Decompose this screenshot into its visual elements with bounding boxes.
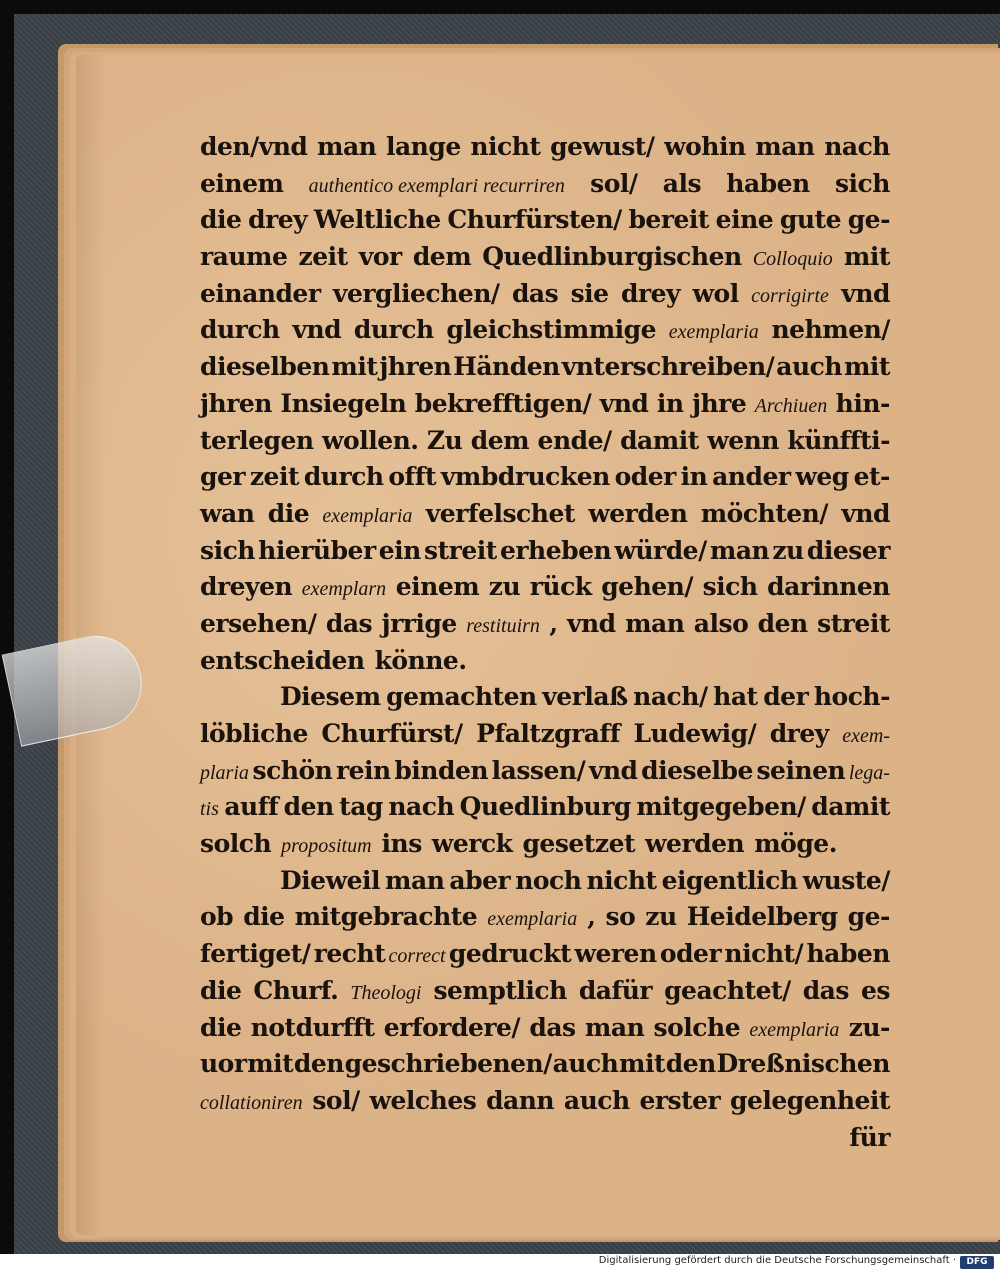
word: so xyxy=(605,902,636,932)
word: in xyxy=(656,388,684,418)
word: mit xyxy=(331,352,378,382)
word: mit xyxy=(843,242,890,272)
word: als xyxy=(662,168,702,198)
word: auch xyxy=(563,1085,630,1115)
word: künffti- xyxy=(787,425,890,455)
word: sol/ xyxy=(590,168,638,198)
word: seinen xyxy=(756,755,846,785)
word: erheben xyxy=(499,535,612,565)
word: die xyxy=(267,498,310,528)
latin-word: exem- xyxy=(842,725,890,747)
word: wol xyxy=(692,278,739,308)
latin-word: Colloquio xyxy=(752,248,833,271)
word: auff xyxy=(224,792,279,822)
text-line xyxy=(200,829,890,866)
latin-word: plaria xyxy=(200,761,249,784)
word: nicht xyxy=(470,132,541,161)
text-line xyxy=(200,1013,890,1050)
text-line xyxy=(200,572,890,609)
text-line xyxy=(200,352,890,389)
word: dann xyxy=(486,1085,555,1115)
word: , xyxy=(549,608,558,638)
word: vnd xyxy=(588,755,638,785)
word: ger xyxy=(200,462,246,492)
text-line xyxy=(200,1123,890,1160)
word: damit xyxy=(620,425,699,455)
word: werck xyxy=(431,829,513,859)
text-line xyxy=(200,682,890,719)
word: jhren xyxy=(379,352,452,382)
word: terlegen xyxy=(200,425,314,455)
word: hierüber xyxy=(258,535,376,565)
word: einander xyxy=(200,278,321,308)
word: durch xyxy=(200,315,280,345)
latin-word: restituirn xyxy=(466,614,540,637)
word: wan xyxy=(200,498,255,528)
latin-word: propositum xyxy=(281,835,372,858)
word: gemachten xyxy=(386,682,537,712)
text-line xyxy=(200,389,890,426)
word: lassen/ xyxy=(491,755,586,785)
text-line xyxy=(200,939,890,976)
word: zeit xyxy=(249,462,300,492)
word: das xyxy=(529,1012,576,1042)
word: die xyxy=(200,975,242,1005)
word: rück xyxy=(529,572,592,602)
word: darinnen xyxy=(767,572,890,602)
latin-word: tis xyxy=(200,798,219,821)
word: ander xyxy=(712,462,791,492)
word: gesetzet xyxy=(522,829,636,859)
word: den xyxy=(283,792,334,822)
word: zu xyxy=(772,535,804,565)
word: weren xyxy=(574,939,657,969)
latin-word: Archiuen xyxy=(754,394,828,417)
word: Weltliche xyxy=(313,205,441,235)
word: noch xyxy=(515,865,582,895)
word: schön xyxy=(252,755,333,785)
text-line xyxy=(200,866,890,903)
text-line xyxy=(200,426,890,463)
word: einem xyxy=(200,168,284,198)
word: durch xyxy=(353,315,434,345)
word: nehmen/ xyxy=(771,315,890,345)
word: haben xyxy=(726,168,810,198)
word: Insiegeln xyxy=(280,388,407,418)
word: hoch- xyxy=(813,682,890,712)
word: Zu xyxy=(426,425,463,455)
text-line xyxy=(200,499,890,536)
word: Quedlinburg xyxy=(459,792,631,822)
word: man xyxy=(317,132,377,161)
word: vnd xyxy=(566,608,616,638)
word: wuste/ xyxy=(802,865,890,895)
word: den xyxy=(665,1049,716,1079)
text-line xyxy=(200,976,890,1013)
word: dreyen xyxy=(200,572,293,602)
text-line xyxy=(200,536,890,573)
word: dafür xyxy=(578,975,653,1005)
word: eine xyxy=(715,205,774,235)
word: möchten/ xyxy=(700,498,828,528)
text-line xyxy=(200,902,890,939)
word: streit xyxy=(424,535,497,565)
latin-word: exemplaria xyxy=(322,504,413,527)
latin-word: exemplaria xyxy=(668,321,759,344)
word: gelegenheit xyxy=(729,1085,890,1115)
word: das xyxy=(802,975,849,1005)
word: dem xyxy=(470,425,530,455)
word: die xyxy=(200,205,242,235)
word: sie xyxy=(570,278,609,308)
word: zu xyxy=(645,902,677,932)
word: es xyxy=(860,975,890,1005)
word: man xyxy=(709,535,770,565)
word: welches xyxy=(369,1085,477,1115)
text-line xyxy=(200,646,890,683)
word: wenn xyxy=(707,425,779,455)
word: könne. xyxy=(374,645,467,675)
word: Dieweil xyxy=(280,865,381,895)
word: vnd xyxy=(841,278,890,308)
latin-word: exemplarn xyxy=(301,578,387,601)
latin-word: exemplaria xyxy=(487,908,578,931)
word: ge- xyxy=(847,205,890,235)
word: Diesem xyxy=(280,682,381,712)
word: zeit xyxy=(298,242,348,272)
word: fertiget/ xyxy=(200,939,311,969)
word: mitgegeben/ xyxy=(636,792,806,822)
word: werden xyxy=(645,829,745,859)
word: in xyxy=(680,462,708,492)
word: zu- xyxy=(848,1012,890,1042)
word: sich xyxy=(834,168,890,198)
word: den/vnd xyxy=(200,132,308,161)
word: den xyxy=(293,1049,344,1079)
word: semptlich xyxy=(433,975,567,1005)
word: hin- xyxy=(835,388,890,418)
word: zu xyxy=(488,572,521,602)
word: drey xyxy=(621,278,681,308)
word: man xyxy=(584,1012,645,1042)
word: für xyxy=(849,1122,890,1152)
word: nach xyxy=(388,792,455,822)
text-line xyxy=(200,756,890,793)
text-line xyxy=(200,279,890,316)
word: Heidelberg xyxy=(686,902,838,932)
word: streit xyxy=(817,608,890,638)
text-line xyxy=(200,132,890,169)
word: Ludewig/ xyxy=(633,719,757,748)
word: würde/ xyxy=(614,535,707,565)
word: dieselbe xyxy=(641,755,753,785)
word: ende/ xyxy=(537,425,612,455)
word: jhren xyxy=(200,388,272,418)
text-line xyxy=(200,792,890,829)
word: die xyxy=(200,1012,242,1042)
word: sich xyxy=(702,572,758,602)
word: eigentlich xyxy=(661,865,798,895)
word: solche xyxy=(653,1012,741,1042)
word: ob xyxy=(200,902,234,932)
word: gute xyxy=(779,205,841,235)
word: sol/ xyxy=(312,1085,360,1115)
word: Quedlinburgischen xyxy=(482,242,742,272)
word: bekrefftigen/ xyxy=(414,388,592,418)
word: entscheiden xyxy=(200,645,365,675)
word: löbliche xyxy=(200,719,308,748)
word: man xyxy=(385,865,445,895)
latin-word: Theologi xyxy=(350,981,422,1004)
word: verfelschet xyxy=(425,498,575,528)
latin-word: exemplaria xyxy=(749,1018,840,1041)
word: binden xyxy=(394,755,489,785)
word: ein xyxy=(378,535,421,565)
word: auch xyxy=(552,1049,619,1079)
word: rein xyxy=(335,755,391,785)
word: nicht xyxy=(586,865,657,895)
word: wohin xyxy=(664,132,746,161)
word: gedruckt xyxy=(448,939,572,969)
word: dieser xyxy=(806,535,890,565)
footer-credit: Digitalisierung gefördert durch die Deutsche Forschungsgemeinschaft · xyxy=(598,1255,956,1266)
word: hat xyxy=(713,682,758,712)
word: vnterschreiben/ xyxy=(561,352,775,382)
word: bereit xyxy=(628,205,709,235)
word: das xyxy=(325,608,373,638)
text-line xyxy=(200,462,890,499)
word: die xyxy=(243,902,285,932)
word: Händen xyxy=(453,352,560,382)
text-line xyxy=(200,205,890,242)
word: solch xyxy=(200,829,272,859)
latin-word: lega- xyxy=(848,761,890,784)
word: drey xyxy=(248,205,308,235)
word: nach/ xyxy=(633,682,708,712)
word: raume xyxy=(200,242,288,272)
word: erfordere/ xyxy=(383,1012,521,1042)
word: einem xyxy=(395,572,480,602)
word: Dreßnischen xyxy=(716,1049,890,1079)
word: also xyxy=(693,608,749,638)
word: den xyxy=(757,608,808,638)
word: mit xyxy=(247,1049,294,1079)
text-line xyxy=(200,169,890,206)
latin-word: authentico exemplari recurriren xyxy=(308,174,565,197)
text-line xyxy=(200,719,890,756)
word: drey xyxy=(769,719,829,748)
text-line xyxy=(200,315,890,352)
word: oder xyxy=(614,462,676,492)
latin-word: collationiren xyxy=(200,1091,303,1114)
word: verlaß xyxy=(542,682,628,712)
word: vor xyxy=(358,242,402,272)
footer xyxy=(0,1254,1000,1272)
word: möge. xyxy=(754,829,837,859)
word: oder xyxy=(659,939,722,969)
word: nicht/ xyxy=(724,939,804,969)
page-text xyxy=(200,132,890,1159)
word: geschriebenen/ xyxy=(344,1049,552,1079)
word: Churf. xyxy=(253,975,339,1005)
word: dieselben xyxy=(200,352,330,382)
text-line xyxy=(200,1086,890,1123)
word: tag xyxy=(339,792,383,822)
word: uor xyxy=(200,1049,247,1079)
word: man xyxy=(625,608,685,638)
word: et- xyxy=(853,462,890,492)
word: ge- xyxy=(847,902,890,932)
latin-word: corrigirte xyxy=(751,284,829,307)
word: erster xyxy=(639,1085,721,1115)
word: offt xyxy=(388,462,437,492)
word: mit xyxy=(843,352,890,382)
word: Churfürsten/ xyxy=(447,205,622,235)
dfg-logo: DFG xyxy=(960,1256,994,1269)
word: Churfürst/ xyxy=(321,719,463,748)
word: mitgebrachte xyxy=(294,902,478,932)
word: gehen/ xyxy=(601,572,693,602)
word: haben xyxy=(806,939,890,969)
text-line xyxy=(200,242,890,279)
word: vnd xyxy=(841,498,890,528)
text-line xyxy=(200,1049,890,1086)
word: vnd xyxy=(599,388,649,418)
word: lange xyxy=(385,132,461,161)
word: der xyxy=(763,682,809,712)
word: Pfaltzgraff xyxy=(476,719,620,748)
word: notdurfft xyxy=(250,1012,375,1042)
word: , xyxy=(587,902,596,932)
word: ins xyxy=(381,829,422,859)
word: jhre xyxy=(691,388,747,418)
word: durch xyxy=(303,462,384,492)
word: wollen. xyxy=(322,425,419,455)
word: das xyxy=(511,278,559,308)
word: vergliechen/ xyxy=(332,278,500,308)
word: man xyxy=(755,132,815,161)
word: vnd xyxy=(292,315,342,345)
word: werden xyxy=(588,498,688,528)
text-line xyxy=(200,609,890,646)
word: mit xyxy=(619,1049,666,1079)
word: dem xyxy=(412,242,472,272)
word: ersehen/ xyxy=(200,608,317,638)
word: gewust/ xyxy=(550,132,655,161)
word: vmbdrucken xyxy=(440,462,610,492)
word: nach xyxy=(824,132,890,161)
word: geachtet/ xyxy=(664,975,791,1005)
word: jrrige xyxy=(381,608,457,638)
word: damit xyxy=(811,792,890,822)
word: recht xyxy=(313,939,386,969)
word: aber xyxy=(449,865,511,895)
word: gleichstimmige xyxy=(446,315,657,345)
word: sich xyxy=(200,535,255,565)
word: weg xyxy=(795,462,849,492)
latin-word: correct xyxy=(388,945,446,968)
word: auch xyxy=(776,352,843,382)
